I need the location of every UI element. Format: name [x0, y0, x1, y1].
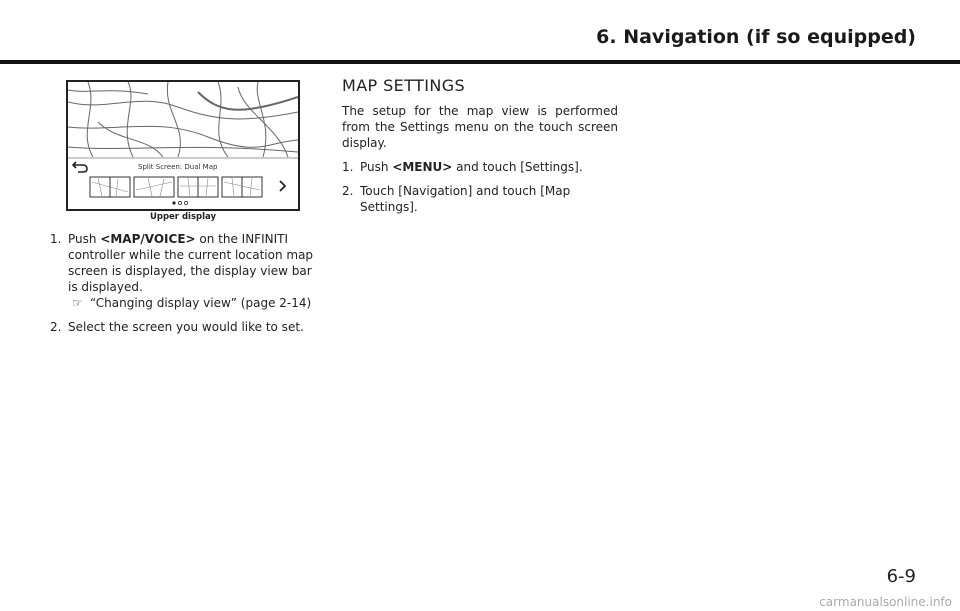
watermark: carmanualsonline.info: [819, 595, 952, 609]
chapter-title: 6. Navigation (if so equipped): [596, 26, 916, 48]
reference-text: “Changing display view” (page 2-14): [90, 296, 312, 310]
left-step-2: 2. Select the screen you would like to set.: [50, 320, 304, 334]
step-number: 2.: [342, 184, 354, 198]
map-screen-illustration: [68, 82, 298, 209]
figure-caption: Upper display: [149, 212, 217, 222]
header-rule: [0, 60, 960, 64]
pointing-hand-icon: ☞: [72, 296, 83, 310]
map-voice-key: <MAP/VOICE>: [100, 232, 196, 246]
section-heading: MAP SETTINGS: [342, 76, 466, 95]
screen-title: Split Screen: Dual Map: [138, 163, 218, 171]
intro-paragraph: The setup for the map view is performed from the Settings menu on the touch screen display.: [342, 104, 618, 150]
map-roads: [68, 82, 298, 157]
left-column: [50, 231, 322, 343]
upper-display-figure: [66, 80, 300, 211]
right-step-2: 2. Touch [Navigation] and touch [Map Settings].: [342, 184, 571, 214]
menu-key: <MENU>: [392, 160, 453, 174]
step-number: 1.: [342, 160, 354, 174]
left-step-1: 1. Push <MAP/VOICE> on the INFINITI controller while the current location map screen is displayed, the display view bar is displayed. ☞ “Changing display view” (page 2-14): [50, 231, 322, 311]
right-step-1: 1. Push <MENU> and touch [Settings].: [342, 160, 583, 174]
step-number: 2.: [50, 320, 62, 334]
right-column: [342, 78, 618, 223]
cross-reference: [72, 295, 322, 311]
step-number: 1.: [50, 232, 62, 246]
page-number: 6-9: [886, 566, 916, 587]
